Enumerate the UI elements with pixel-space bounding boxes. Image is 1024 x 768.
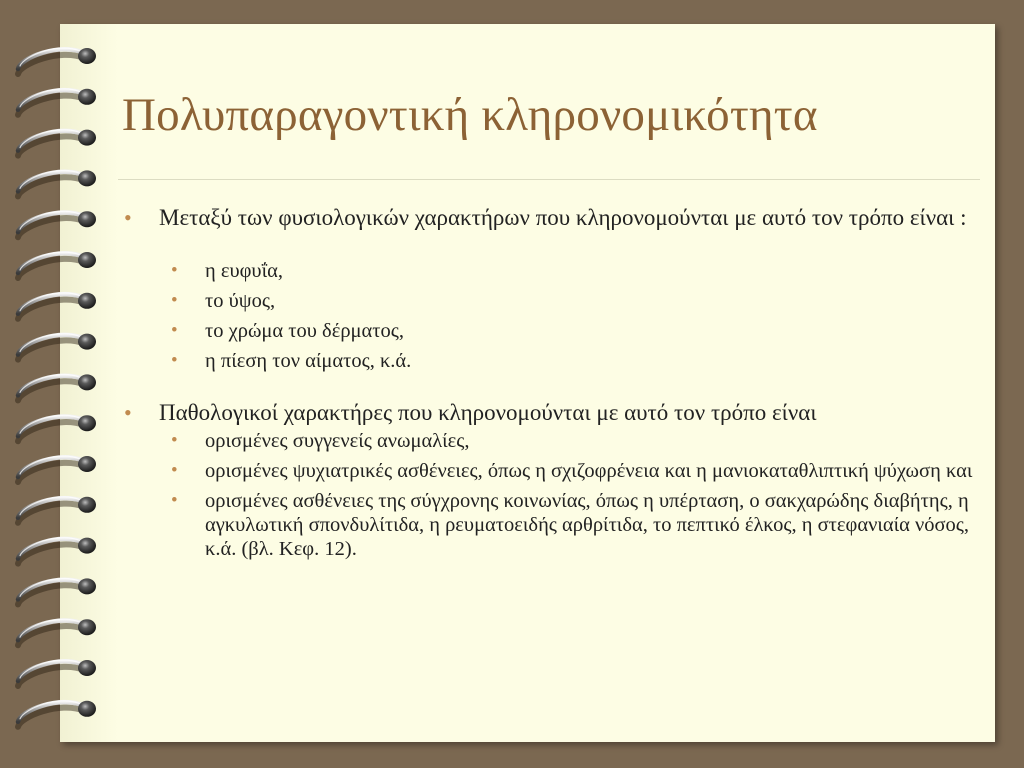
sub-bullet-item [118,259,978,283]
sub-bullet-item [118,349,978,373]
sub-bullet-text: η πίεση τον αίματος, κ.ά. [205,350,412,372]
spiral-binding-ring-icon [18,415,96,441]
sub-bullet-item [118,489,978,561]
sub-bullet-icon: • [171,490,178,511]
spiral-binding-ring-icon [18,89,96,115]
spiral-binding-ring-icon [18,48,96,74]
sub-bullet-text: ορισμένες ψυχιατρικές ασθένειες, όπως η σχιζοφρένεια και η μανιοκαταθλιπτική ψύχωση και [205,460,973,482]
sub-bullet-icon: • [171,260,178,281]
sub-bullet-item [118,289,978,313]
slide-content [118,205,978,561]
sub-bullet-text: ορισμένες ασθένειες της σύγχρονης κοινωνίας, όπως η υπέρταση, ο σακχαρώδης διαβήτης, η αγκυλωτική σπονδυλίτιδα, η ρευματοειδής αρθρίτιδα, το πεπτικό έλκος, η στεφανιαία νόσος, κ.ά. (βλ. Κεφ. 12). [205,490,970,560]
sub-bullet-text: το ύψος, [205,290,276,312]
sub-bullet-item [118,459,978,483]
spiral-binding-ring-icon [18,660,96,686]
sub-bullet-list [118,429,978,561]
spiral-binding [0,0,110,768]
spiral-binding-ring-icon [18,538,96,564]
bullet-icon: • [124,205,132,230]
spiral-binding-ring-icon [18,701,96,727]
spiral-binding-ring-icon [18,456,96,482]
sub-bullet-icon: • [171,290,178,311]
sub-bullet-text: ορισμένες συγγενείς ανωμαλίες, [205,430,470,452]
spiral-binding-ring-icon [18,578,96,604]
sub-bullet-text: το χρώμα του δέρματος, [205,320,405,342]
sub-bullet-icon: • [171,430,178,451]
sub-bullet-icon: • [171,320,178,341]
spiral-binding-ring-icon [18,293,96,319]
spiral-binding-ring-icon [18,374,96,400]
bullet-text: Παθολογικοί χαρακτήρες που κληρονομούνται με αυτό τον τρόπο είναι [159,400,817,425]
spiral-binding-ring-icon [18,334,96,360]
spiral-binding-ring-icon [18,497,96,523]
bullet-item [118,400,978,426]
bullet-item [118,205,978,231]
title-divider [118,179,980,180]
sub-bullet-text: η ευφυΐα, [205,260,283,282]
slide-title: Πολυπαραγοντική κληρονομικότητα [122,89,818,141]
bullet-text: Μεταξύ των φυσιολογικών χαρακτήρων που κληρονομούνται με αυτό τον τρόπο είναι : [159,205,967,230]
sub-bullet-item [118,319,978,343]
bullet-icon: • [124,400,132,425]
spiral-binding-ring-icon [18,170,96,196]
spiral-binding-ring-icon [18,130,96,156]
sub-bullet-list [118,259,978,373]
sub-bullet-icon: • [171,350,178,371]
spiral-binding-ring-icon [18,252,96,278]
sub-bullet-icon: • [171,460,178,481]
sub-bullet-item [118,429,978,453]
spiral-binding-ring-icon [18,211,96,237]
spiral-binding-ring-icon [18,619,96,645]
